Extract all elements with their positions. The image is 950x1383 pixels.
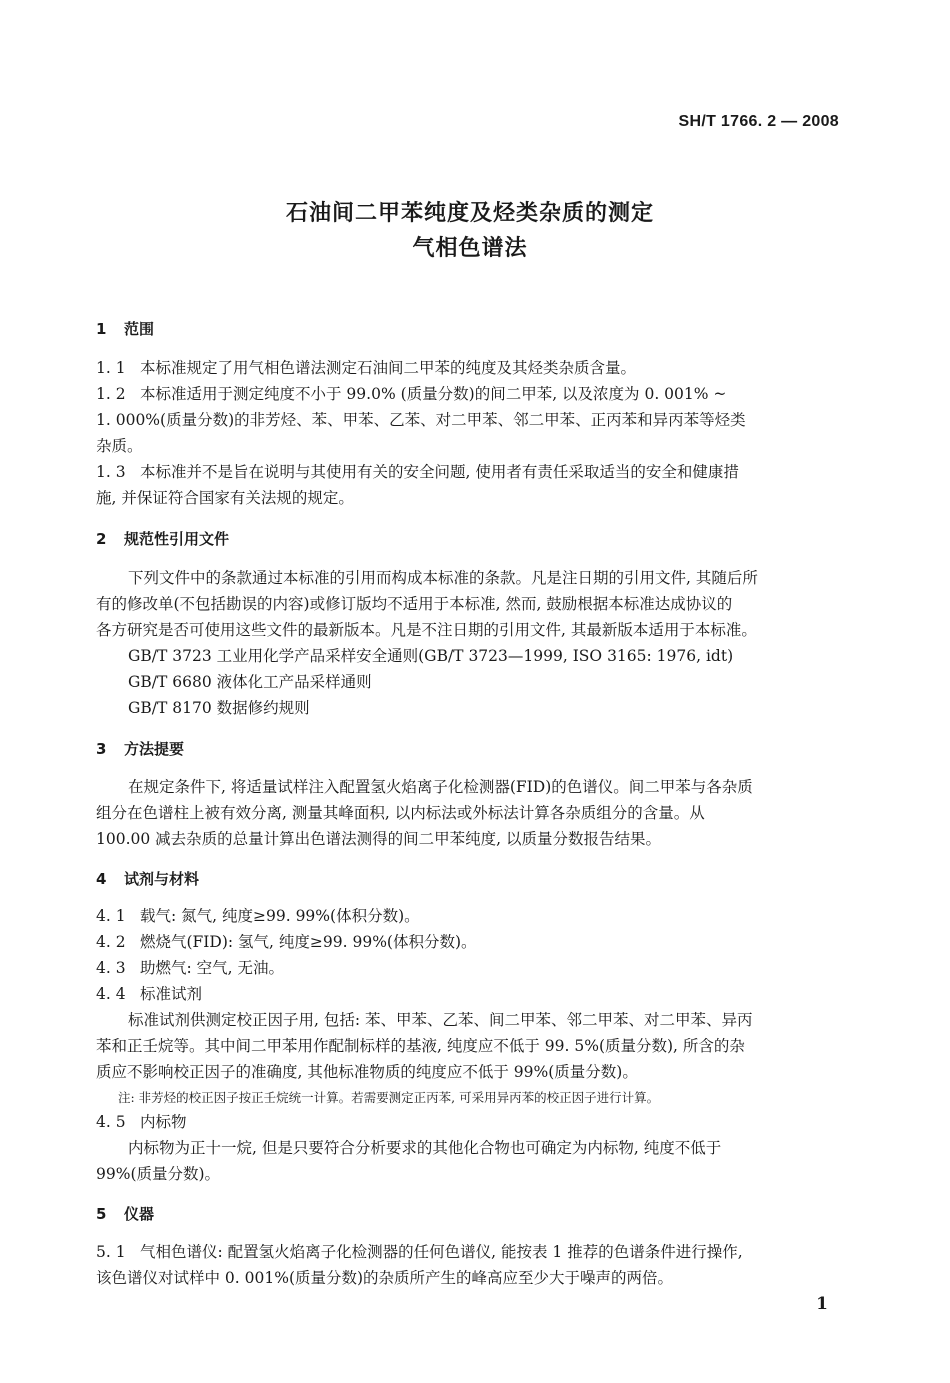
note: 注: 非芳烃的校正因子按正壬烷统一计算。若需要测定正丙苯, 可采用异丙苯的校正因子进行计算。 bbox=[118, 1090, 660, 1105]
clause-number: 4. 1 bbox=[96, 907, 126, 925]
reference-item: GB/T 6680 液体化工产品采样通则 bbox=[128, 673, 372, 691]
section-title: 方法提要 bbox=[124, 740, 185, 758]
clause-4-5 bbox=[96, 1109, 842, 1135]
section-number: 3 bbox=[96, 740, 107, 758]
text-line: 1. 000%(质量分数)的非芳烃、苯、甲苯、乙苯、对二甲苯、邻二甲苯、正丙苯和异丙苯等烃类 bbox=[96, 411, 746, 429]
section-4-heading bbox=[96, 868, 199, 889]
section-3-heading bbox=[96, 738, 184, 759]
clause-text: 载气: 氮气, 纯度≥99. 99%(体积分数)。 bbox=[140, 907, 420, 925]
clause-text: 标准试剂 bbox=[140, 985, 203, 1003]
clause-text: 本标准规定了用气相色谱法测定石油间二甲苯的纯度及其烃类杂质含量。 bbox=[140, 359, 637, 377]
text-line: 各方研究是否可使用这些文件的最新版本。凡是不注日期的引用文件, 其最新版本适用于本标准。 bbox=[96, 621, 757, 639]
text-line: 有的修改单(不包括勘误的内容)或修订版均不适用于本标准, 然而, 鼓励根据本标准达成协议的 bbox=[96, 595, 733, 613]
clause-text: 燃烧气(FID): 氢气, 纯度≥99. 99%(体积分数)。 bbox=[140, 933, 477, 951]
clause-number: 4. 2 bbox=[96, 933, 126, 951]
clause-4-3 bbox=[96, 955, 842, 981]
clause-4-1 bbox=[96, 903, 842, 929]
clause-number: 4. 3 bbox=[96, 959, 126, 977]
section-number: 4 bbox=[96, 870, 107, 888]
document-subtitle: 气相色谱法 bbox=[412, 236, 528, 261]
section-1-heading bbox=[96, 318, 154, 339]
clause-text: 助燃气: 空气, 无油。 bbox=[140, 959, 285, 977]
clause-number: 1. 2 bbox=[96, 385, 126, 403]
section-2-heading bbox=[96, 528, 229, 549]
text-line: 该色谱仪对试样中 0. 001%(质量分数)的杂质所产生的峰高应至少大于噪声的两倍。 bbox=[96, 1269, 674, 1287]
clause-text: 气相色谱仪: 配置氢火焰离子化检测器的任何色谱仪, 能按表 1 推荐的色谱条件进行操作, bbox=[140, 1243, 743, 1261]
section-title: 规范性引用文件 bbox=[124, 530, 230, 548]
section-title: 仪器 bbox=[124, 1205, 155, 1223]
reference-item: GB/T 8170 数据修约规则 bbox=[128, 699, 310, 717]
text-line: 质应不影响校正因子的准确度, 其他标准物质的纯度应不低于 99%(质量分数)。 bbox=[96, 1063, 638, 1081]
section-title: 试剂与材料 bbox=[124, 870, 200, 888]
clause-number: 4. 4 bbox=[96, 985, 126, 1003]
clause-number: 4. 5 bbox=[96, 1113, 126, 1131]
standard-code: SH/T 1766. 2 — 2008 bbox=[678, 113, 839, 130]
clause-4-4 bbox=[96, 981, 842, 1007]
clause-number: 1. 1 bbox=[96, 359, 126, 377]
text-line: 下列文件中的条款通过本标准的引用而构成本标准的条款。凡是注日期的引用文件, 其随后所 bbox=[128, 569, 758, 587]
section-5-heading bbox=[96, 1203, 154, 1224]
reference-item: GB/T 3723 工业用化学产品采样安全通则(GB/T 3723—1999, ISO 3165: 1976, idt) bbox=[128, 647, 734, 665]
text-line: 杂质。 bbox=[96, 437, 143, 455]
clause-number: 1. 3 bbox=[96, 463, 126, 481]
section-title: 范围 bbox=[124, 320, 155, 338]
section-number: 5 bbox=[96, 1205, 107, 1223]
clause-5-1 bbox=[96, 1239, 842, 1265]
text-line: 苯和正壬烷等。其中间二甲苯用作配制标样的基液, 纯度应不低于 99. 5%(质量分数), 所含的杂 bbox=[96, 1037, 745, 1055]
clause-text: 内标物 bbox=[140, 1113, 187, 1131]
page-number: 1 bbox=[816, 1294, 828, 1314]
text-line: 100.00 减去杂质的总量计算出色谱法测得的间二甲苯纯度, 以质量分数报告结果。 bbox=[96, 830, 662, 848]
clause-text: 本标准适用于测定纯度不小于 99.0% (质量分数)的间二甲苯, 以及浓度为 0. 001% ~ bbox=[140, 385, 727, 403]
clause-4-2 bbox=[96, 929, 842, 955]
clause-text: 本标准并不是旨在说明与其使用有关的安全问题, 使用者有责任采取适当的安全和健康措 bbox=[140, 463, 739, 481]
text-line: 在规定条件下, 将适量试样注入配置氢火焰离子化检测器(FID)的色谱仪。间二甲苯与各杂质 bbox=[128, 778, 753, 796]
clause-1-2 bbox=[96, 381, 842, 407]
text-line: 99%(质量分数)。 bbox=[96, 1165, 221, 1183]
text-line: 施, 并保证符合国家有关法规的规定。 bbox=[96, 489, 354, 507]
text-line: 内标物为正十一烷, 但是只要符合分析要求的其他化合物也可确定为内标物, 纯度不低于 bbox=[128, 1139, 722, 1157]
text-line: 标准试剂供测定校正因子用, 包括: 苯、甲苯、乙苯、间二甲苯、邻二甲苯、对二甲苯、异丙 bbox=[128, 1011, 753, 1029]
section-number: 2 bbox=[96, 530, 107, 548]
document-title: 石油间二甲苯纯度及烃类杂质的测定 bbox=[285, 201, 654, 226]
clause-1-3 bbox=[96, 459, 842, 485]
clause-number: 5. 1 bbox=[96, 1243, 126, 1261]
section-number: 1 bbox=[96, 320, 107, 338]
text-line: 组分在色谱柱上被有效分离, 测量其峰面积, 以内标法或外标法计算各杂质组分的含量。从 bbox=[96, 804, 705, 822]
clause-1-1 bbox=[96, 355, 842, 381]
